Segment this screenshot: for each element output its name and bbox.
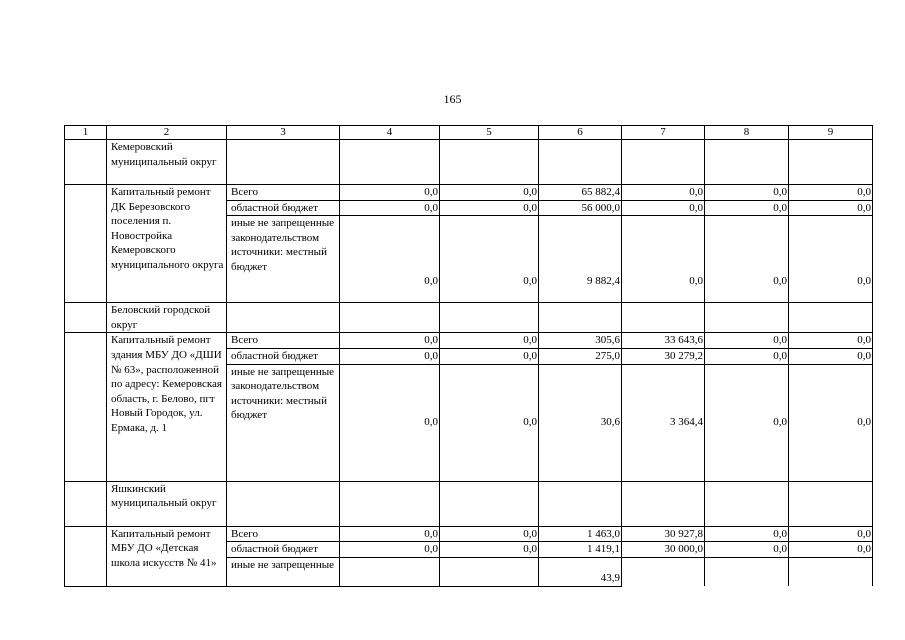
value-cell: 0,0: [789, 216, 873, 303]
value-cell: 30 000,0: [622, 542, 705, 558]
value-cell: 3 364,4: [622, 364, 705, 481]
value-cell: 0,0: [705, 185, 789, 201]
value-cell: 275,0: [539, 348, 622, 364]
budget-table: [64, 125, 873, 587]
value-cell: 305,6: [539, 333, 622, 349]
value-cell: 0,0: [789, 542, 873, 558]
project-name: Капитальный ремонт ДК Березовского поселения п. Новостройка Кемеровского муниципального округа: [107, 185, 227, 303]
value-cell: 0,0: [340, 200, 440, 216]
source-label: Всего: [227, 333, 340, 349]
section-title: Яшкинский муниципальный округ: [107, 481, 227, 526]
value-cell: [789, 557, 873, 586]
value-cell: 0,0: [622, 185, 705, 201]
value-cell: 0,0: [705, 216, 789, 303]
value-cell: 0,0: [440, 200, 539, 216]
value-cell: 0,0: [340, 216, 440, 303]
column-header: 7: [622, 126, 705, 140]
value-cell: 43,9: [539, 557, 622, 586]
value-cell: 0,0: [440, 216, 539, 303]
value-cell: 0,0: [440, 526, 539, 542]
value-cell: 0,0: [440, 364, 539, 481]
column-header: 9: [789, 126, 873, 140]
section-row: [65, 303, 873, 333]
value-cell: 30,6: [539, 364, 622, 481]
page-number: 165: [443, 92, 462, 106]
value-cell: 30 927,8: [622, 526, 705, 542]
value-cell: 0,0: [622, 216, 705, 303]
value-cell: [705, 557, 789, 586]
source-label: Всего: [227, 185, 340, 201]
value-cell: 0,0: [789, 333, 873, 349]
value-cell: 0,0: [440, 348, 539, 364]
section-row: [65, 481, 873, 526]
table-row: [65, 185, 873, 201]
column-header: 5: [440, 126, 539, 140]
table-header-row: [65, 126, 873, 140]
value-cell: 0,0: [340, 364, 440, 481]
value-cell: 30 279,2: [622, 348, 705, 364]
section-row: [65, 140, 873, 185]
value-cell: 0,0: [789, 200, 873, 216]
value-cell: 0,0: [705, 364, 789, 481]
value-cell: 0,0: [789, 364, 873, 481]
value-cell: [440, 557, 539, 586]
value-cell: 0,0: [705, 333, 789, 349]
value-cell: 0,0: [705, 200, 789, 216]
column-header: 8: [705, 126, 789, 140]
source-label: иные не запрещенные законодательством источники: местный бюджет: [227, 216, 340, 303]
section-title: Беловский городской округ: [107, 303, 227, 333]
column-header: 2: [107, 126, 227, 140]
value-cell: 33 643,6: [622, 333, 705, 349]
table-row: [65, 333, 873, 349]
value-cell: 0,0: [705, 348, 789, 364]
table-row: [65, 526, 873, 542]
section-title: Кемеровский муниципальный округ: [107, 140, 227, 185]
column-header: 4: [340, 126, 440, 140]
source-label: областной бюджет: [227, 348, 340, 364]
value-cell: [622, 557, 705, 586]
value-cell: [340, 557, 440, 586]
value-cell: 65 882,4: [539, 185, 622, 201]
value-cell: 0,0: [440, 333, 539, 349]
project-name: Капитальный ремонт МБУ ДО «Детская школа искусств № 41»: [107, 526, 227, 586]
value-cell: 0,0: [789, 185, 873, 201]
value-cell: 9 882,4: [539, 216, 622, 303]
value-cell: 0,0: [789, 526, 873, 542]
value-cell: 0,0: [340, 526, 440, 542]
value-cell: 0,0: [340, 333, 440, 349]
value-cell: 0,0: [622, 200, 705, 216]
value-cell: 1 463,0: [539, 526, 622, 542]
source-label: областной бюджет: [227, 542, 340, 558]
value-cell: 0,0: [440, 542, 539, 558]
column-header: 6: [539, 126, 622, 140]
value-cell: 0,0: [340, 542, 440, 558]
value-cell: 56 000,0: [539, 200, 622, 216]
project-name: Капитальный ремонт здания МБУ ДО «ДШИ № 63», расположенной по адресу: Кемеровская область, г. Белово, пгт Новый Городок, ул. Ермака, д. 1: [107, 333, 227, 481]
value-cell: 0,0: [789, 348, 873, 364]
source-label: иные не запрещенные: [227, 557, 340, 586]
value-cell: 0,0: [340, 185, 440, 201]
column-header: 3: [227, 126, 340, 140]
source-label: иные не запрещенные законодательством источники: местный бюджет: [227, 364, 340, 481]
value-cell: 0,0: [440, 185, 539, 201]
value-cell: 0,0: [340, 348, 440, 364]
source-label: Всего: [227, 526, 340, 542]
column-header: 1: [65, 126, 107, 140]
value-cell: 1 419,1: [539, 542, 622, 558]
source-label: областной бюджет: [227, 200, 340, 216]
value-cell: 0,0: [705, 526, 789, 542]
value-cell: 0,0: [705, 542, 789, 558]
